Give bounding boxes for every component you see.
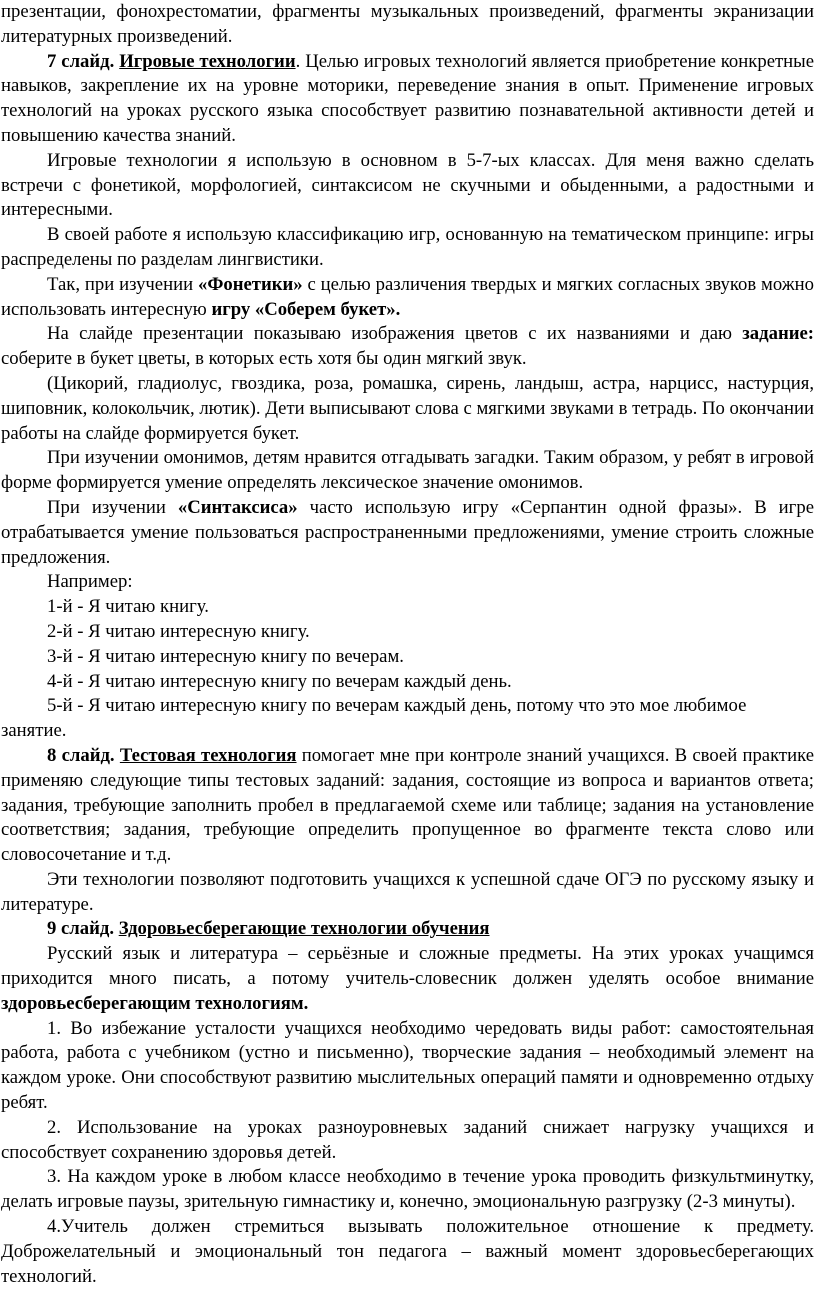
paragraph-oge: Эти технологии позволяют подготовить учащихся к успешной сдаче ОГЭ по русскому языку и литературе.	[1, 868, 814, 915]
slide7-heading: Игровые технологии	[119, 50, 296, 72]
paragraph-slide9	[1, 917, 814, 942]
list-item: 1. Во избежание усталости учащихся необходимо чередовать виды работ: самостоятельная работа, работа с учебником (устно и письменно), творческие задания – необходимый элемент на каждом уроке. Они способствуют развитию мыслительных операций памяти и одновременно отдыху ребят.	[1, 1017, 814, 1114]
example-line: 5-й - Я читаю интересную книгу по вечерам каждый день, потому что это мое любимое занятие.	[1, 695, 747, 742]
example-label: Например:	[47, 571, 133, 593]
syntax-text-1: При изучении	[47, 496, 178, 518]
list-item: 3. На каждом уроке в любом классе необходимо в течение урока проводить физкультминутку, делать игровые паузы, зрительную гимнастику и, конечно, эмоциональную разгрузку (2-3 минуты).	[1, 1166, 814, 1213]
slide7-label: 7 слайд.	[47, 50, 115, 72]
example-line: 3-й - Я читаю интересную книгу по вечерам.	[47, 645, 404, 667]
slide7-text: . Целью игровых технологий является приобретение конкретные навыков, закрепление их на уровне моторики, переведение знания в опыт. Применение игровых технологий на уроках русского языка способствует развитию познавательной активности детей и повышению качества знаний.	[1, 50, 814, 146]
paragraph-phonetics	[1, 273, 814, 323]
example-line: 4-й - Я читаю интересную книгу по вечерам каждый день.	[47, 670, 512, 692]
health-text: Русский язык и литература – серьёзные и сложные предметы. На этих уроках учащимся приходится много писать, а потому учитель-словесник должен уделять особое внимание	[1, 943, 814, 990]
example-line: 1-й - Я читаю книгу.	[47, 596, 209, 618]
phonetics-game: игру «Соберем букет».	[211, 298, 401, 320]
slide8-text: помогает мне при контроле знаний учащихся. В своей практике применяю следующие типы тестовых заданий: задания, состоящие из вопроса и вариантов ответа; задания, требующие заполнить пробел в предлагаемой схеме или таблице; задания на установление соответствия; задания, требующие определить пропущенное во фрагменте текста слово или словосочетание и т.д.	[1, 744, 815, 866]
paragraph-task	[1, 322, 814, 372]
phonetics-text-2: с целью различения твердых и мягких согласных звуков можно использовать интересную	[1, 273, 814, 320]
paragraph-classification: В своей работе я использую классификацию игр, основанную на тематическом принципе: игры распределены по разделам лингвистики.	[1, 224, 814, 270]
paragraph-slide7	[1, 50, 814, 149]
list-item: 4.Учитель должен стремиться вызывать положительное отношение к предмету. Доброжелательный и эмоциональный тон педагога – важный момент здоровьесберегающих технологий.	[1, 1216, 814, 1287]
task-text-1: На слайде презентации показываю изображения цветов с их названиями и даю	[47, 323, 743, 345]
example-line: 2-й - Я читаю интересную книгу.	[47, 620, 310, 642]
slide9-label: 9 слайд.	[47, 918, 115, 940]
syntax-term: «Синтаксиса»	[177, 496, 298, 518]
paragraph-flowers: (Цикорий, гладиолус, гвоздика, роза, ромашка, сирень, ландыш, астра, нарцисс, настурция, шиповник, колокольчик, лютик). Дети выписывают слова с мягкими звуками в тетрадь. По окончании работы на слайде формируется букет.	[1, 372, 814, 444]
health-term: здоровьесберегающим технологиям.	[1, 992, 309, 1014]
paragraph-slide8	[1, 744, 814, 868]
list-item: 2. Использование на уроках разноуровневых заданий снижает нагрузку учащихся и способствует сохранению здоровья детей.	[1, 1116, 814, 1163]
syntax-text-2: часто использую игру «Серпантин одной фразы». В игре отрабатывается умение пользоваться распространенными предложениями, умение строить сложные предложения.	[1, 496, 814, 568]
slide8-label: 8 слайд.	[47, 744, 115, 766]
paragraph-intro: презентации, фонохрестоматии, фрагменты музыкальных произведений, фрагменты экранизации литературных произведений.	[1, 1, 814, 47]
paragraph-health	[1, 942, 814, 1016]
paragraph-homonyms: При изучении омонимов, детям нравится отгадывать загадки. Таким образом, у ребят в игровой форме формируется умение определять лексическое значение омонимов.	[1, 447, 814, 494]
task-label: задание:	[742, 323, 814, 345]
task-text-2: соберите в букет цветы, в которых есть хотя бы один мягкий звук.	[1, 348, 527, 370]
slide9-heading: Здоровьесберегающие технологии обучения	[118, 918, 490, 940]
phonetics-term: «Фонетики»	[197, 273, 303, 295]
slide8-heading: Тестовая технология	[119, 744, 297, 766]
paragraph-grades: Игровые технологии я использую в основном в 5-7-ых классах. Для меня важно сделать встречи с фонетикой, морфологией, синтаксисом не скучными и обыденными, а радостными и интересными.	[1, 149, 814, 221]
paragraph-syntax	[1, 496, 814, 570]
phonetics-text-1: Так, при изучении	[47, 273, 198, 295]
